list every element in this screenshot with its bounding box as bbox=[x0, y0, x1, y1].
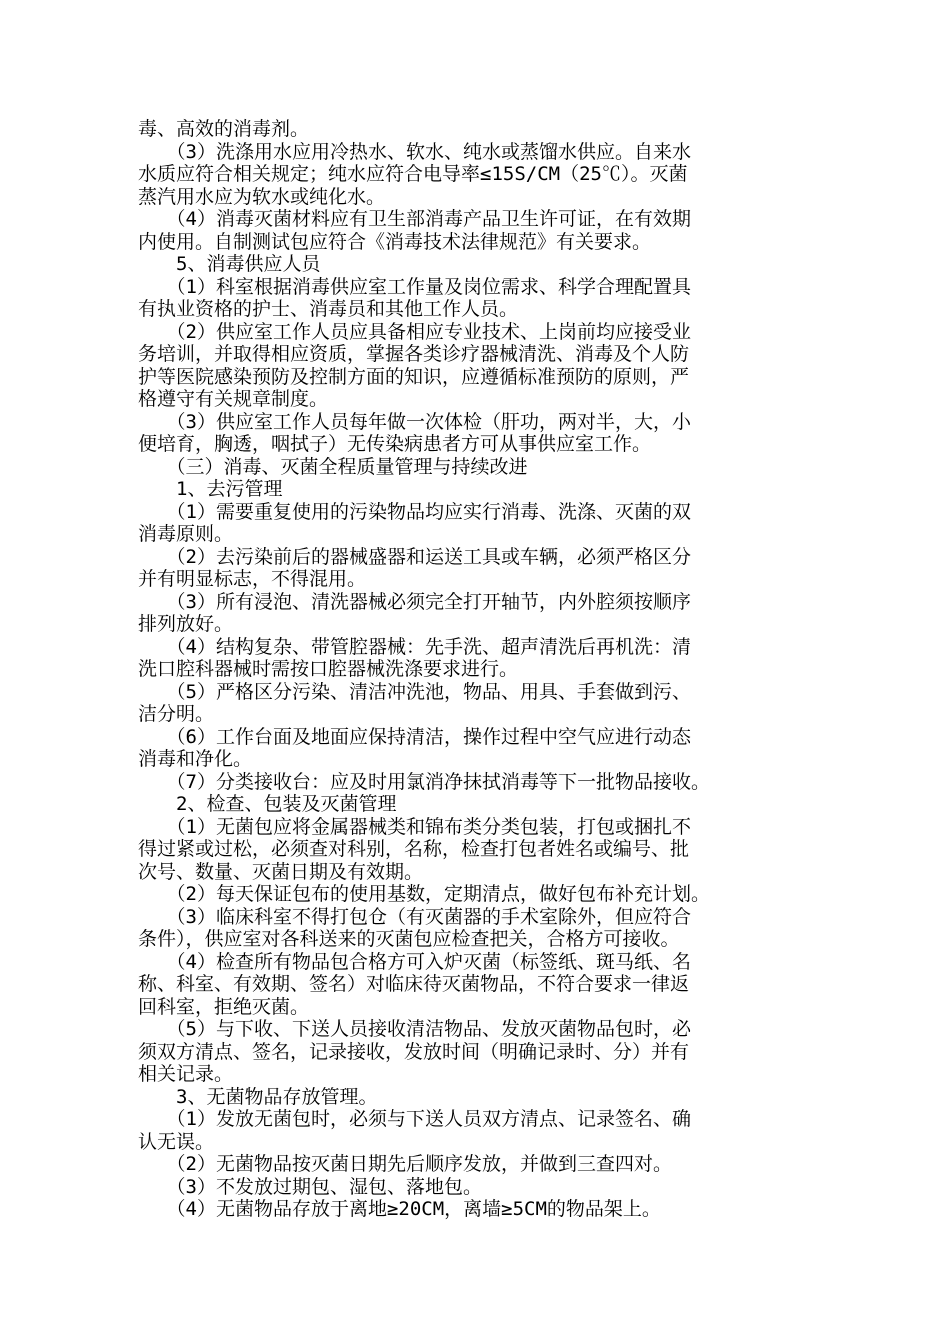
text-line: （3）不发放过期包、湿包、落地包。 bbox=[138, 1175, 482, 1198]
text-line: （4）检查所有物品包合格方可入炉灭菌（标签纸、斑马纸、名 bbox=[138, 950, 691, 973]
text-line: 并有明显标志，不得混用。 bbox=[138, 568, 367, 590]
text-line: 排列放好。 bbox=[138, 613, 234, 635]
text-line: （4）消毒灭菌材料应有卫生部消毒产品卫生许可证，在有效期 bbox=[138, 208, 691, 230]
text-line: （1）无菌包应将金属器械类和锦布类分类包装，打包或捆扎不 bbox=[138, 815, 691, 838]
text-line: （2）去污染前后的器械盛器和运送工具或车辆，必须严格区分 bbox=[138, 545, 691, 568]
text-line: （4）结构复杂、带管腔器械：先手洗、超声清洗后再机洗：清 bbox=[138, 635, 691, 658]
text-line: 称、科室、有效期、签名）对临床待灭菌物品，不符合要求一律返 bbox=[138, 973, 690, 995]
text-line: （3）临床科室不得打包仓（有灭菌器的手术室除外，但应符合 bbox=[138, 905, 691, 928]
text-line: 格遵守有关规章制度。 bbox=[138, 388, 329, 410]
text-line: 次号、数量、灭菌日期及有效期。 bbox=[138, 860, 424, 883]
text-line: （3）洗涤用水应用冷热水、软水、纯水或蒸馏水供应。自来水 bbox=[138, 140, 691, 163]
text-line: 相关记录。 bbox=[138, 1063, 234, 1085]
text-line: 蒸汽用水应为软水或纯化水。 bbox=[138, 185, 386, 208]
text-line: （2）无菌物品按灭菌日期先后顺序发放，并做到三查四对。 bbox=[138, 1153, 672, 1175]
text-line: 2、检查、包装及灭菌管理 bbox=[138, 793, 397, 815]
text-line: （5）严格区分污染、清洁冲洗池，物品、用具、手套做到污、 bbox=[138, 680, 691, 703]
text-line: 消毒原则。 bbox=[138, 523, 234, 545]
document-page bbox=[138, 118, 810, 1221]
text-line: （6）工作台面及地面应保持清洁，操作过程中空气应进行动态 bbox=[138, 725, 691, 748]
text-line: 3、无菌物品存放管理。 bbox=[138, 1085, 378, 1108]
text-line: 内使用。自制测试包应符合《消毒技术法律规范》有关要求。 bbox=[138, 230, 652, 253]
text-line: （7）分类接收台：应及时用氯消净抹拭消毒等下一批物品接收。 bbox=[138, 770, 710, 793]
text-line: 便培育，胸透，咽拭子）无传染病患者方可从事供应室工作。 bbox=[138, 433, 652, 455]
text-line: （三）消毒、灭菌全程质量管理与持续改进 bbox=[138, 455, 528, 478]
text-line: 消毒和净化。 bbox=[138, 748, 253, 770]
text-line: 得过紧或过松，必须查对科别，名称，检查打包者姓名或编号、批 bbox=[138, 838, 690, 860]
text-line: （1）发放无菌包时，必须与下送人员双方清点、记录签名、确 bbox=[138, 1108, 691, 1130]
text-line: 5、消毒供应人员 bbox=[138, 253, 321, 275]
text-line: 护等医院感染预防及控制方面的知识，应遵循标准预防的原则，严 bbox=[138, 365, 690, 388]
text-line: 洁分明。 bbox=[138, 703, 215, 725]
text-line: 1、去污管理 bbox=[138, 478, 283, 500]
text-line: 务培训，并取得相应资质，掌握各类诊疗器械清洗、消毒及个人防 bbox=[138, 343, 690, 365]
text-line: 认无误。 bbox=[138, 1130, 215, 1153]
text-line: 毒、高效的消毒剂。 bbox=[138, 118, 310, 140]
text-line: （3）所有浸泡、清洗器械必须完全打开轴节，内外腔须按顺序 bbox=[138, 590, 691, 613]
text-line: （5）与下收、下送人员接收清洁物品、发放灭菌物品包时，必 bbox=[138, 1018, 691, 1040]
text-line: 有执业资格的护士、消毒员和其他工作人员。 bbox=[138, 298, 519, 320]
text-line: 回科室，拒绝灭菌。 bbox=[138, 995, 310, 1018]
document-body bbox=[138, 118, 810, 1221]
text-line: （1）科室根据消毒供应室工作量及岗位需求、科学合理配置具 bbox=[138, 275, 691, 298]
text-line: 水质应符合相关规定；纯水应符合电导率≤15S/CM（25℃）。灭菌 bbox=[138, 163, 688, 185]
text-line: 洗口腔科器械时需按口腔器械洗涤要求进行。 bbox=[138, 658, 519, 680]
text-line: （1）需要重复使用的污染物品均应实行消毒、洗涤、灭菌的双 bbox=[138, 500, 691, 523]
text-line: 条件），供应室对各科送来的灭菌包应检查把关，合格方可接收。 bbox=[138, 928, 680, 950]
text-line: （2）供应室工作人员应具备相应专业技术、上岗前均应接受业 bbox=[138, 320, 691, 343]
text-line: 须双方清点、签名，记录接收，发放时间（明确记录时、分）并有 bbox=[138, 1040, 690, 1063]
text-line: （4）无菌物品存放于离地≥20CM，离墙≥5CM的物品架上。 bbox=[138, 1198, 661, 1220]
text-line: （2）每天保证包布的使用基数，定期清点，做好包布补充计划。 bbox=[138, 883, 710, 905]
text-line: （3）供应室工作人员每年做一次体检（肝功，两对半，大，小 bbox=[138, 410, 691, 433]
